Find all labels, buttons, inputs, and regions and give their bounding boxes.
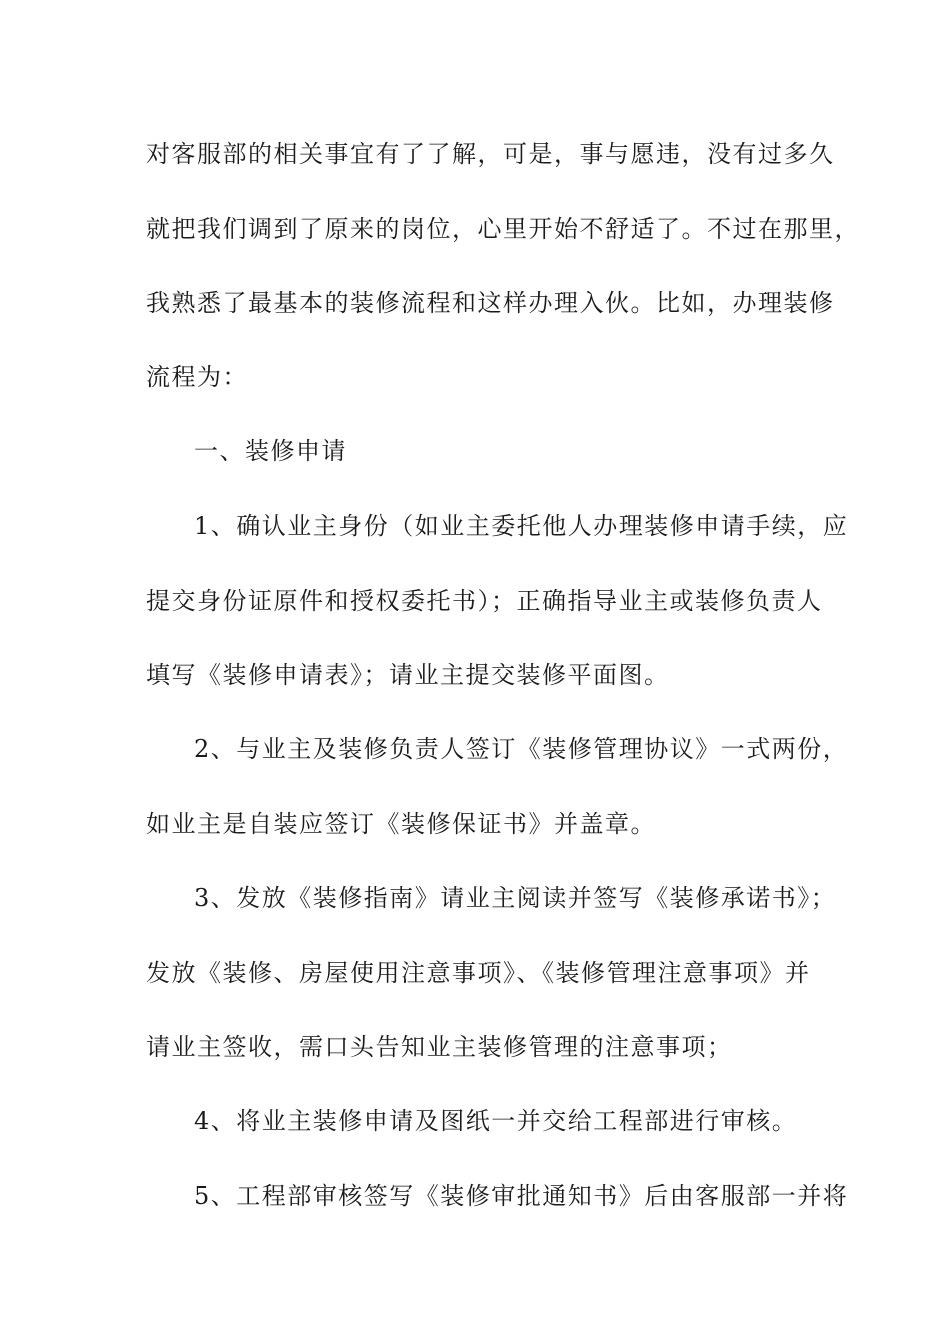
section-heading: 一、装修申请 xyxy=(194,437,347,465)
list-item-line: 2、与业主及装修负责人签订《装修管理协议》一式两份， xyxy=(194,735,849,763)
list-item-line: 填写《装修申请表》；请业主提交装修平面图。 xyxy=(146,661,670,689)
list-item-line: 5、工程部审核签写《装修审批通知书》后由客服部一并将 xyxy=(194,1182,849,1210)
list-item-line: 请业主签收，需口头告知业主装修管理的注意事项； xyxy=(146,1033,733,1061)
paragraph-line: 流程为： xyxy=(146,363,248,391)
paragraph-line: 就把我们调到了原来的岗位，心里开始不舒适了。不过在那里， xyxy=(146,215,860,243)
list-item-line: 提交身份证原件和授权委托书）；正确指导业主或装修负责人 xyxy=(146,587,823,615)
list-item-line: 如业主是自装应签订《装修保证书》并盖章。 xyxy=(146,810,656,838)
list-item-line: 1、确认业主身份（如业主委托他人办理装修申请手续，应 xyxy=(194,512,849,540)
paragraph-line: 我熟悉了最基本的装修流程和这样办理入伙。比如，办理装修 xyxy=(146,289,835,317)
list-item-line: 4、将业主装修申请及图纸一并交给工程部进行审核。 xyxy=(194,1107,798,1135)
list-item-line: 3、发放《装修指南》请业主阅读并签写《装修承诺书》； xyxy=(194,884,837,912)
list-item-line: 发放《装修、房屋使用注意事项》、《装修管理注意事项》并 xyxy=(146,959,811,987)
paragraph-line: 对客服部的相关事宜有了了解，可是，事与愿违，没有过多久 xyxy=(146,140,835,168)
